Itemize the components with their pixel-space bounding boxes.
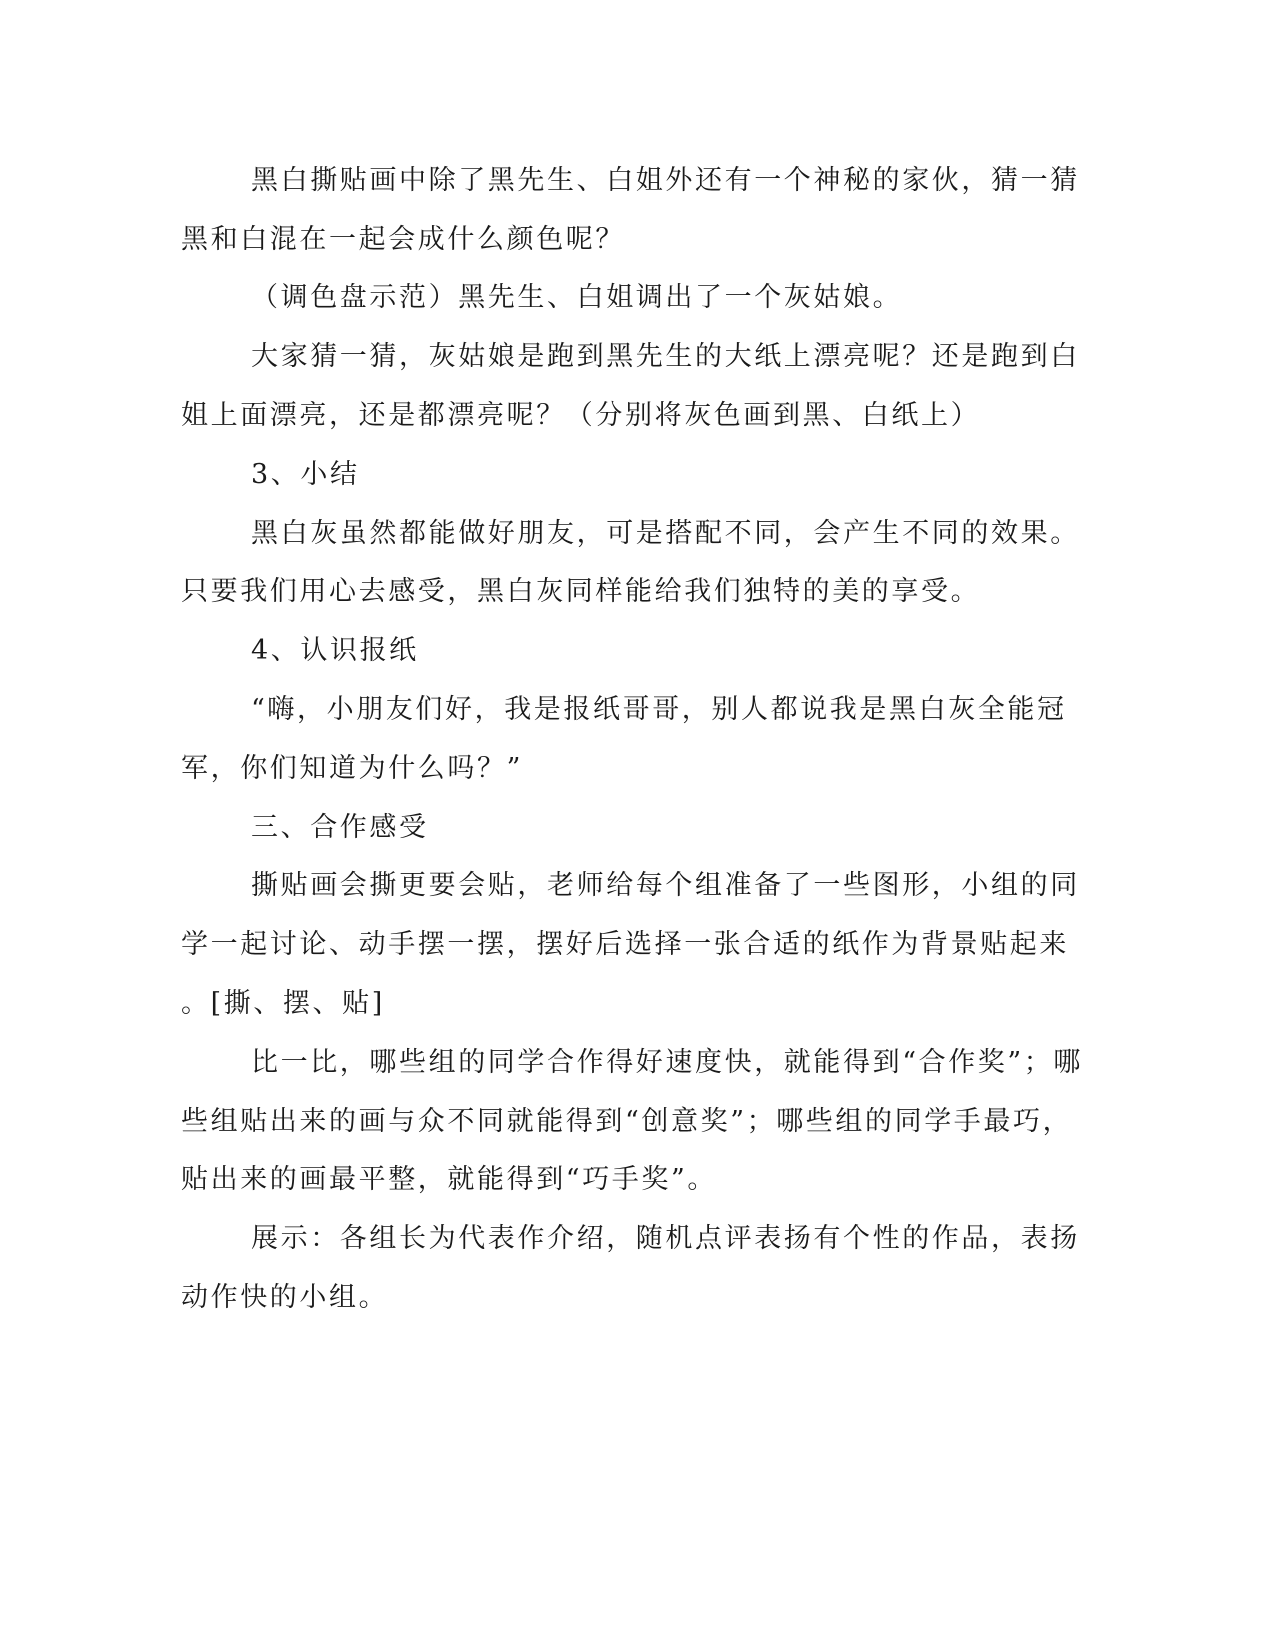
paragraph-line: 黑和白混在一起会成什么颜色呢？ <box>181 224 625 255</box>
paragraph-line: 。[撕、摆、贴] <box>181 988 385 1019</box>
paragraph-line: 姐上面漂亮，还是都漂亮呢？（分别将灰色画到黑、白纸上） <box>181 400 981 431</box>
section-heading: 4、认识报纸 <box>251 635 419 666</box>
paragraph-line: 比一比，哪些组的同学合作得好速度快，就能得到“合作奖”；哪 <box>251 1047 1084 1078</box>
section-heading: 3、小结 <box>251 459 360 490</box>
paragraph-line: 展示：各组长为代表作介绍，随机点评表扬有个性的作品，表扬 <box>251 1223 1080 1254</box>
paragraph-line: 军，你们知道为什么吗？” <box>181 753 524 784</box>
paragraph-line: 学一起讨论、动手摆一摆，摆好后选择一张合适的纸作为背景贴起来 <box>181 929 1069 960</box>
paragraph-line: 黑白灰虽然都能做好朋友，可是搭配不同，会产生不同的效果。 <box>251 518 1080 549</box>
paragraph-line: 大家猜一猜，灰姑娘是跑到黑先生的大纸上漂亮呢？还是跑到白 <box>251 341 1080 372</box>
paragraph-line: 撕贴画会撕更要会贴，老师给每个组准备了一些图形，小组的同 <box>251 870 1080 901</box>
paragraph-line: “嗨，小朋友们好，我是报纸哥哥，别人都说我是黑白灰全能冠 <box>251 694 1067 725</box>
paragraph-line: 动作快的小组。 <box>181 1282 389 1313</box>
paragraph-line: 贴出来的画最平整，就能得到“巧手奖”。 <box>181 1164 718 1195</box>
paragraph-line: （调色盘示范）黑先生、白姐调出了一个灰姑娘。 <box>251 282 903 313</box>
section-heading: 三、合作感受 <box>251 812 429 843</box>
paragraph-line: 黑白撕贴画中除了黑先生、白姐外还有一个神秘的家伙，猜一猜 <box>251 165 1080 196</box>
paragraph-line: 只要我们用心去感受，黑白灰同样能给我们独特的美的享受。 <box>181 576 981 607</box>
paragraph-line: 些组贴出来的画与众不同就能得到“创意奖”；哪些组的同学手最巧， <box>181 1106 1073 1137</box>
